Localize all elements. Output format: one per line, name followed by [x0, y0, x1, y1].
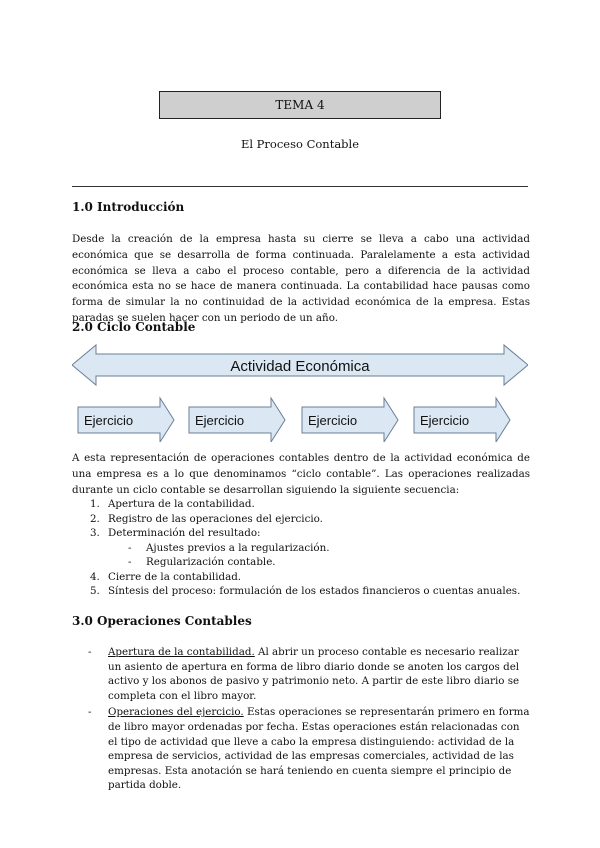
list-item: 2. Registro de las operaciones del ejercicio.	[90, 512, 323, 525]
actividad-economica-label: Actividad Económica	[230, 358, 370, 375]
tema-title: TEMA 4	[275, 98, 325, 112]
ejercicio-label-2: Ejercicio	[195, 413, 245, 428]
item-text: Al abrir un proceso contable es necesario realizar un asiento de apertura en forma de libro diario donde se anoten los cargos del activo y los abonos de pasivo y patrimonio neto. A partir de este libro diario se completa con el libro mayor.	[108, 646, 520, 702]
section-3-heading: 3.0 Operaciones Contables	[72, 614, 252, 628]
item-title: Apertura de la contabilidad.	[108, 646, 255, 658]
list-item: 3. Determinación del resultado:	[90, 527, 261, 539]
ciclo-steps-list	[90, 497, 520, 599]
operaciones-list	[88, 645, 530, 795]
item-title: Operaciones del ejercicio.	[108, 706, 244, 719]
list-item: - Apertura de la contabilidad. Al abrir un proceso contable es necesario realizar un asiento de apertura en forma de libro diario donde se anoten los cargos del activo y los abonos de pasivo y patrimonio neto. A partir de este libro diario se completa con el libro mayor.	[88, 646, 520, 702]
sub-list-item: - Regularización contable.	[128, 556, 276, 568]
list-item: 4. Cierre de la contabilidad.	[90, 570, 242, 583]
section-2-heading: 2.0 Ciclo Contable	[72, 320, 196, 334]
list-item: - Operaciones del ejercicio. Estas operaciones se representarán primero en forma de libro mayor ordenadas por fecha. Estas operaciones están relacionadas con el tipo de actividad que lleve a cabo la empresa distinguiendo: actividad de la empresa de servicios, actividad de las empresas comerciales, actividad de las empresas. Esta anotación se hará teniendo en cuenta siempre el principio de partida doble.	[88, 706, 530, 792]
ejercicio-label-3: Ejercicio	[308, 413, 358, 428]
document-subtitle: El Proceso Contable	[240, 137, 360, 151]
section-1-paragraph: Desde la creación de la empresa hasta su cierre se lleva a cabo una actividad económica que se desarrolla de forma continuada. Paralelamente a esta actividad económica se lleva a cabo el proceso contable, pero a diferencia de la actividad económica esta no se hace de manera continuada. La contabilidad hace pausas como forma de simular la no continuidad de la actividad económica de la empresa. Estas paradas se suelen hacer con un periodo de un año.	[72, 233, 530, 324]
tema-title-box	[159, 91, 441, 119]
list-item: 5. Síntesis del proceso: formulación de los estados financieros o cuentas anuales.	[90, 585, 521, 597]
section-2-paragraph: A esta representación de operaciones contables dentro de la actividad económica de una empresa es a lo que denominamos “ciclo contable”. Las operaciones realizadas durante un ciclo contable se desarrollan siguiendo la siguiente secuencia:	[72, 452, 530, 496]
ejercicio-label-4: Ejercicio	[420, 413, 470, 428]
sub-list-item: - Ajustes previos a la regularización.	[128, 541, 330, 554]
ejercicio-label-1: Ejercicio	[84, 413, 134, 428]
ciclo-contable-diagram	[72, 342, 528, 442]
item-text: Estas operaciones se representarán primero en forma de libro mayor ordenadas por fecha. Estas operaciones están relacionadas con el tipo de actividad que lleve a cabo la empresa distinguiendo: actividad de la empresa de servicios, actividad de las empresas comerciales, actividad de las empresas. Esta anotación se hará teniendo en cuenta siempre el principio de partida doble.	[108, 706, 530, 792]
section-1-heading: 1.0 Introducción	[72, 200, 185, 214]
list-item: 1. Apertura de la contabilidad.	[90, 498, 255, 510]
header-divider	[72, 186, 528, 187]
